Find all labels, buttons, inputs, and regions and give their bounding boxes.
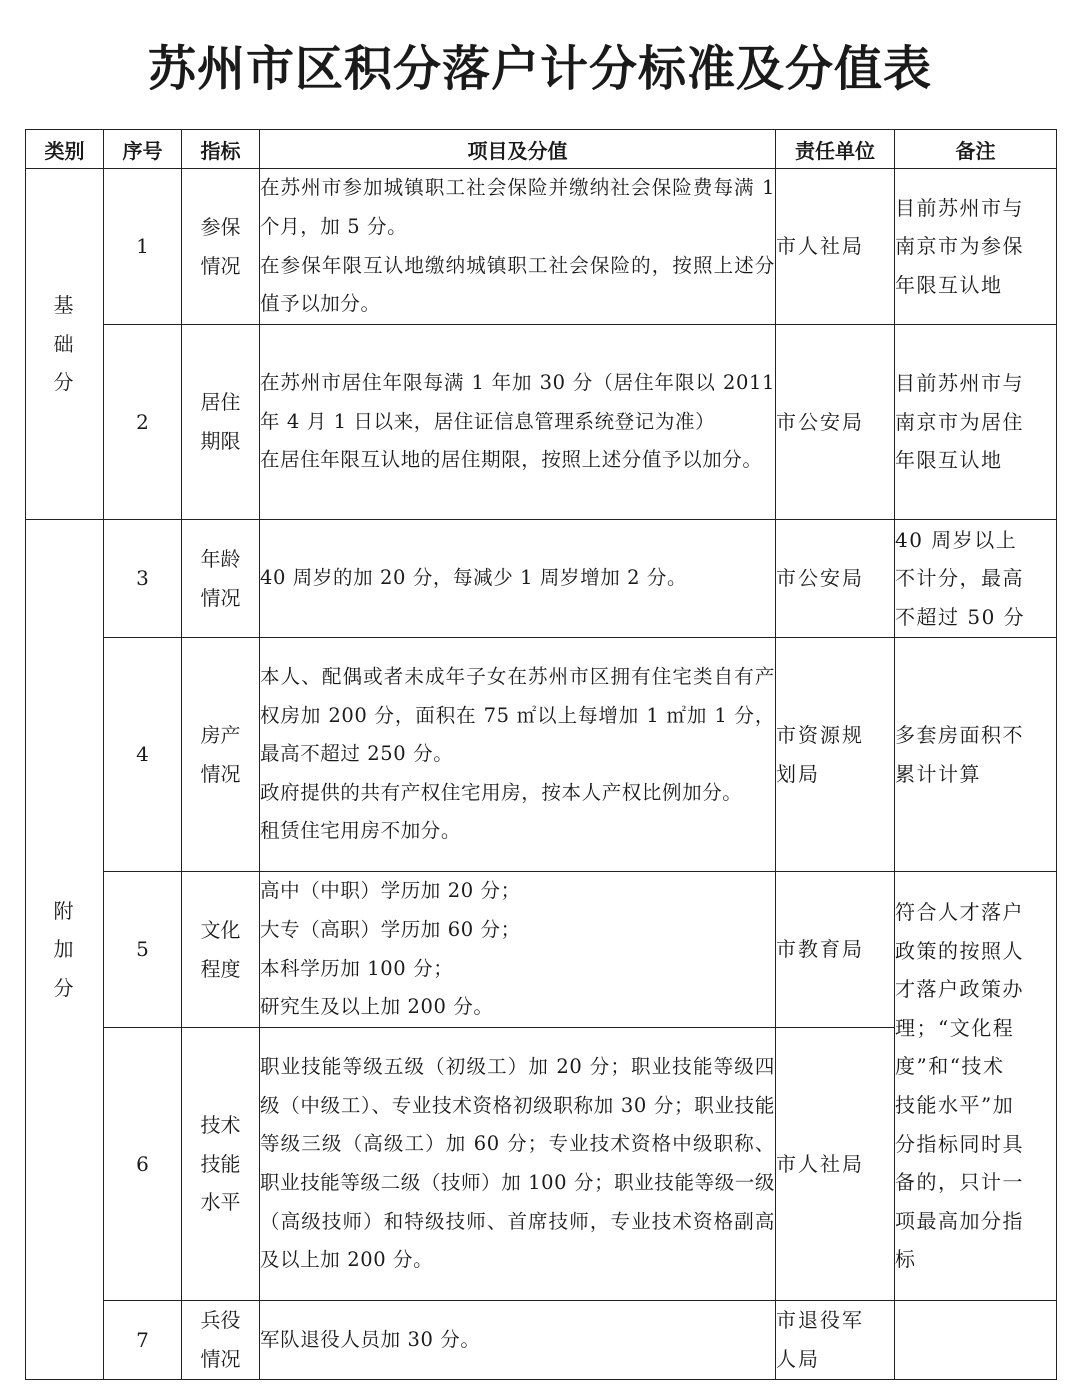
note-line: 符合人才落户: [895, 900, 1024, 925]
item-text: 军队退役人员加 30 分。: [260, 1327, 481, 1351]
header-row: [26, 130, 1057, 169]
row-note: [895, 325, 1057, 520]
row-seq: 3: [104, 520, 182, 638]
note-line: 多套房面积不: [895, 722, 1024, 747]
item-text: 政府提供的共有产权住宅用房，按本人产权比例加分。: [260, 780, 743, 804]
indicator-line: 居住: [200, 390, 241, 415]
header-category: 类别: [26, 130, 104, 169]
row-unit: [776, 1301, 895, 1380]
note-line: 南京市为居住: [895, 409, 1024, 434]
indicator-line: 兵役: [200, 1308, 241, 1333]
note-line: 技能水平”加: [895, 1093, 1015, 1117]
row-seq: 1: [104, 169, 182, 325]
indicator-line: 情况: [200, 1347, 241, 1371]
category-char: 加: [53, 937, 76, 962]
row-items: [260, 1028, 776, 1301]
unit-line: 人局: [776, 1347, 820, 1371]
unit-line: 市人社局: [776, 234, 864, 259]
score-table: [25, 129, 1057, 1380]
row-indicator: [182, 520, 260, 638]
item-text: 职业技能等级五级（初级工）加 20 分；职业技能等级四级（中级工）、专业技术资格初级职称加 30 分；职业技能等级三级（高级工）加 60 分；专业技术资格中级职称、职业技能等级二级（技师）加 100 分；职业技能等级一级（高级技师）和特级技师、首席技师，专业技术资格副高及以上加 200 分。: [260, 1055, 775, 1272]
item-text: 研究生及以上加 200 分。: [260, 995, 494, 1019]
category-extra: [26, 520, 104, 1380]
row-indicator: [182, 325, 260, 520]
item-text: 40 周岁的加 20 分，每减少 1 周岁增加 2 分。: [260, 566, 688, 590]
item-text: 租赁住宅用房不加分。: [260, 819, 462, 843]
indicator-line: 年龄: [200, 546, 241, 571]
table-row: [26, 325, 1057, 520]
note-line: 年限互认地: [895, 448, 1003, 473]
note-line: 分指标同时具: [895, 1131, 1024, 1156]
category-char: 础: [53, 331, 76, 356]
indicator-line: 情况: [200, 585, 241, 610]
row-unit: [776, 325, 895, 520]
header-note: 备注: [895, 130, 1057, 169]
note-line: 项最高加分指: [895, 1208, 1024, 1233]
row-items: [260, 872, 776, 1028]
row-items: [260, 520, 776, 638]
indicator-line: 期限: [200, 429, 241, 453]
row-items: [260, 638, 776, 872]
row-unit: [776, 1028, 895, 1301]
note-line: 标: [895, 1247, 917, 1272]
note-line: 才落户政策办: [895, 977, 1024, 1002]
item-text: 本人、配偶或者未成年子女在苏州市区拥有住宅类自有产权房加 200 分，面积在 75 ㎡以上每增加 1 ㎡加 1 分，最高不超过 250 分。: [260, 665, 775, 766]
row-unit: [776, 520, 895, 638]
header-items: 项目及分值: [260, 130, 776, 169]
note-line: 年限互认地: [895, 272, 1003, 297]
table-row: [26, 169, 1057, 325]
unit-line: 市公安局: [776, 409, 864, 434]
item-text: 大专（高职）学历加 60 分；: [260, 917, 521, 941]
shared-note: [895, 872, 1057, 1301]
indicator-line: 情况: [200, 761, 241, 786]
row-unit: [776, 872, 895, 1028]
indicator-line: 参保: [200, 214, 241, 239]
category-char: 附: [53, 898, 76, 923]
item-text: 在参保年限互认地缴纳城镇职工社会保险的，按照上述分值予以加分。: [260, 253, 775, 316]
note-line: 南京市为参保: [895, 234, 1024, 259]
row-items: [260, 169, 776, 325]
row-note: [895, 520, 1057, 638]
row-seq: 2: [104, 325, 182, 520]
table-row: [26, 872, 1057, 1028]
item-text: 在居住年限互认地的居住期限，按照上述分值予以加分。: [260, 448, 763, 472]
page-title: 苏州市区积分落户计分标准及分值表: [147, 41, 932, 97]
indicator-line: 情况: [200, 253, 241, 278]
note-line: 40 周岁以上: [895, 527, 1018, 552]
item-text: 在苏州市参加城镇职工社会保险并缴纳社会保险费每满 1 个月，加 5 分。: [260, 176, 775, 238]
row-indicator: [182, 638, 260, 872]
table-row: [26, 638, 1057, 872]
table-row: [26, 1301, 1057, 1380]
item-text: 本科学历加 100 分；: [260, 956, 454, 980]
row-unit: [776, 169, 895, 325]
row-unit: [776, 638, 895, 872]
note-line: 理；“文化程: [895, 1015, 1015, 1040]
note-line: 政策的按照人: [895, 938, 1024, 963]
header-indicator: 指标: [182, 130, 260, 169]
item-text: 高中（中职）学历加 20 分；: [260, 879, 521, 903]
unit-line: 市公安局: [776, 566, 864, 591]
category-char: 分: [53, 370, 76, 395]
indicator-line: 房产: [200, 722, 241, 747]
row-indicator: [182, 1028, 260, 1301]
note-line: 度”和“技术: [895, 1054, 1005, 1079]
indicator-line: 技能: [200, 1151, 241, 1176]
row-note: [895, 638, 1057, 872]
indicator-line: 文化: [200, 917, 241, 942]
row-items: [260, 1301, 776, 1380]
unit-line: 市退役军: [776, 1308, 864, 1333]
category-base: [26, 169, 104, 520]
header-unit: 责任单位: [776, 130, 895, 169]
row-seq: 5: [104, 872, 182, 1028]
row-seq: 6: [104, 1028, 182, 1301]
note-line: 不计分，最高: [895, 566, 1024, 591]
indicator-line: 技术: [200, 1113, 241, 1138]
row-seq: 4: [104, 638, 182, 872]
unit-line: 市教育局: [776, 937, 864, 962]
row-indicator: [182, 169, 260, 325]
row-seq: 7: [104, 1301, 182, 1380]
note-line: 备的，只计一: [895, 1170, 1024, 1195]
unit-line: 划局: [776, 761, 820, 786]
indicator-line: 水平: [200, 1190, 241, 1215]
row-note-empty: [895, 1301, 1057, 1380]
row-indicator: [182, 1301, 260, 1380]
unit-line: 市资源规: [776, 722, 864, 747]
note-line: 不超过 50 分: [895, 604, 1026, 629]
category-char: 基: [53, 293, 76, 318]
unit-line: 市人社局: [776, 1151, 864, 1176]
indicator-line: 程度: [200, 956, 241, 981]
table-row: [26, 520, 1057, 638]
row-items: [260, 325, 776, 520]
row-note: [895, 169, 1057, 325]
item-text: 在苏州市居住年限每满 1 年加 30 分（居住年限以 2011 年 4 月 1 日以来，居住证信息管理系统登记为准）: [260, 371, 775, 433]
category-char: 分: [53, 975, 76, 1000]
note-line: 累计计算: [895, 761, 981, 786]
row-indicator: [182, 872, 260, 1028]
note-line: 目前苏州市与: [895, 371, 1024, 396]
header-seq: 序号: [104, 130, 182, 169]
note-line: 目前苏州市与: [895, 195, 1024, 220]
